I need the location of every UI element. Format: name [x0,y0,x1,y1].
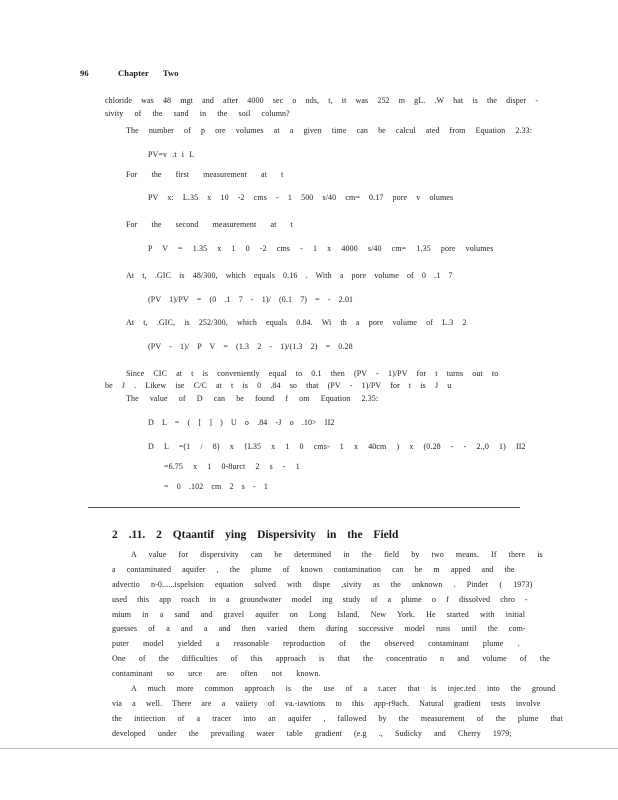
equation-line: = 0 .102 cm 2 s - 1 [164,482,268,491]
example-line: For the first measurement at t [126,170,284,179]
equation-line: D L =(1 / 8) x {L35 x 1 0 cms- 1 x 40cm ) x (0.28 - - 2.,0 1) II2 [148,442,526,451]
running-head: Chapter Two [118,68,179,78]
example-line: chloride was 48 mgt and after 4000 sec o nds, t, it was 252 m gL. .W hat is the disper - [105,96,539,105]
example-line: Since CIC at t is conveniently equal to 0.1 then (PV - 1)/PV for t turns out to [126,369,499,378]
body-line: the intiection of a tracer into an aquifer , fallowed by the measurement of the plume that [112,714,563,723]
example-line: be J . Likew ise C/C at t is 0 .84 so that (PV - 1)/PV for t is J u [105,381,452,390]
body-line: guesses of a and a and then varied them during successive model runs until the com- [112,624,526,633]
equation-line: D L = ( [ ] ) U o .84 -J o .10> II2 [148,418,335,427]
body-line: One of the difficulties of this approach is that the concentratio n and volume of the [112,654,550,663]
example-line: sivity of the sand in the soil column? [105,109,290,118]
body-line: puter model yielded a reasonable reproduction of the observed contaminant plume . [112,639,520,648]
body-line: contaminant so urce are often not known. [112,669,321,678]
body-line: advectio n-0......ispelsion equation solved with dispe ,sivity as the unknown . Pinder ( 1973) [112,580,533,589]
body-line: via a well. There are a vaiiety of va.-iawtions to this app-r9ach. Natural gradient tests involve [112,699,541,708]
equation-line: P V = 1.35 x 1 0 -2 cms - 1 x 4000 s/40 cm= 1.35 pore volumes [148,244,494,253]
body-line: mium in a sand and gravel aquifer on Long Island, New York. He started with initial [112,610,526,619]
equation-line: =6.75 x 1 0-8urct 2 s - 1 [164,462,300,471]
page-number: 96 [80,68,89,78]
body-line: A value for dispersivity can be determined in the field by two means. If there is [131,550,543,559]
section-heading: 2 .11. 2 Qtaantif ying Dispersivity in the Field [112,529,399,541]
equation-line: PV x: L.35 x 10 -2 cms - 1 500 s/40 cm= 0.17 pore v olumes [148,193,454,202]
body-line: developed under the prevailing water table gradient (e.g ., Sudicky and Cherry 1979; [112,729,512,738]
equation-line: PV=v .t i L [148,150,195,159]
example-line: For the second measurement at t [126,220,293,229]
example-line: At t, .GIC is 48/300, which equals 0.16 . With a pore volume of 0 .1 7 [126,271,453,280]
example-line: At t, .GIC, is 252/300, which equals 0.84. Wi th a pore volume of L.3 2 [126,318,467,327]
body-line: A much more common approach is the use of a t.acer that is injec.ted into the ground [131,684,556,693]
page-bottom-edge [0,748,618,749]
body-line: a contaminated aquifer , the plume of known contamination can be m apped and the [112,565,515,574]
example-line: The value of D can be found f om Equation 2.35: [126,394,379,403]
equation-line: (PV 1)/PV = (0 .1 7 - 1)/ (0.1 7) = - 2.01 [148,295,354,304]
body-line: used this app roach in a groundwater model ing study of a plume o f dissolved chro - [112,595,528,604]
equation-line: (PV - 1)/ P V = (1.3 2 - 1)/(1.3 2) = 0.28 [148,342,353,351]
example-line: The number of p ore volumes at a given time can be calcul ated from Equation 2.33: [126,126,533,135]
section-divider [88,507,520,508]
